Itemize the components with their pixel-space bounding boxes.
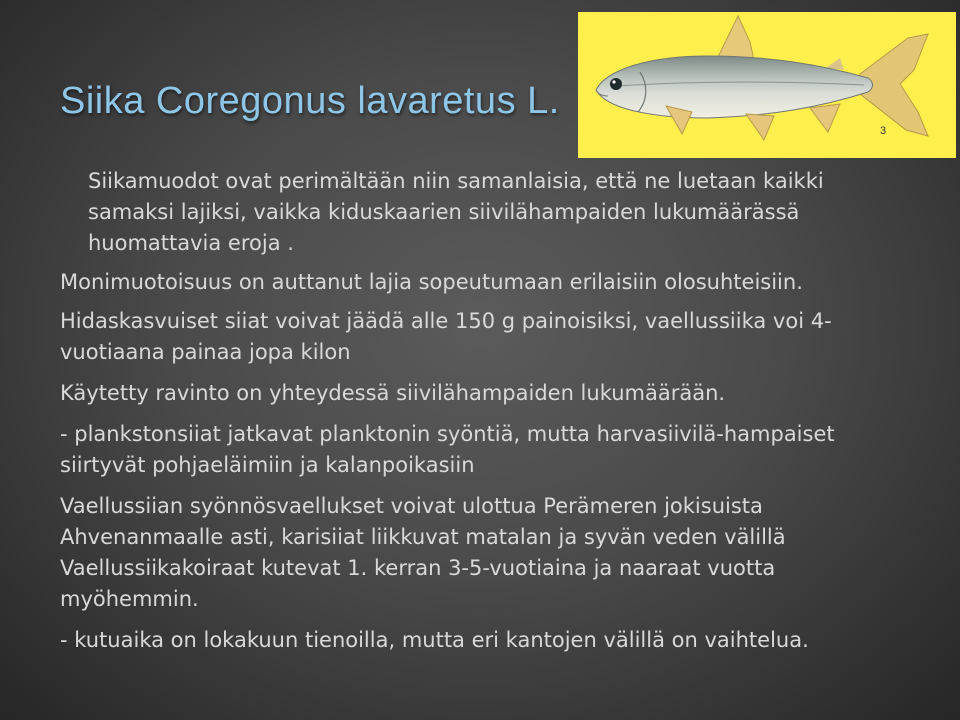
paragraph-6: Vaellussiian syönnösvaellukset voivat ulottua Perämeren jokisuista Ahvenanmaalle asti, karisiiat liikkuvat matalan ja syvän veden välillä Vaellussiikakoiraat kutevat 1. kerran 3-5-vuotiaina ja naaraat vuotta myöhemmin. [60, 494, 786, 611]
paragraph-5: - plankstonsiiat jatkavat planktonin syöntiä, mutta harvasiivilä-hampaiset siirtyvät pohjaeläimiin ja kalanpoikasiin [60, 422, 835, 477]
slide-body [60, 166, 880, 656]
paragraph-2: Monimuotoisuus on auttanut lajia sopeutumaan erilaisiin olosuhteisiin. [60, 270, 803, 294]
paragraph-4: Käytetty ravinto on yhteydessä siivilähampaiden lukumäärään. [60, 381, 726, 405]
paragraph-1: Siikamuodot ovat perimältään niin samanlaisia, että ne luetaan kaikki samaksi lajiksi, vaikka kiduskaarien siivilähampaiden lukumäärässä huomattavia eroja . [88, 169, 824, 255]
paragraph-7: - kutuaika on lokakuun tienoilla, mutta eri kantojen välillä on vaihtelua. [60, 628, 809, 652]
fish-image [578, 12, 956, 158]
figure-label: 3 [880, 125, 887, 137]
slide-title: Siika Coregonus lavaretus L. [60, 80, 560, 122]
whitefish-icon [578, 12, 956, 158]
paragraph-3: Hidaskasvuiset siiat voivat jäädä alle 150 g painoisiksi, vaellussiika voi 4-vuotiaana painaa jopa kilon [60, 309, 832, 364]
